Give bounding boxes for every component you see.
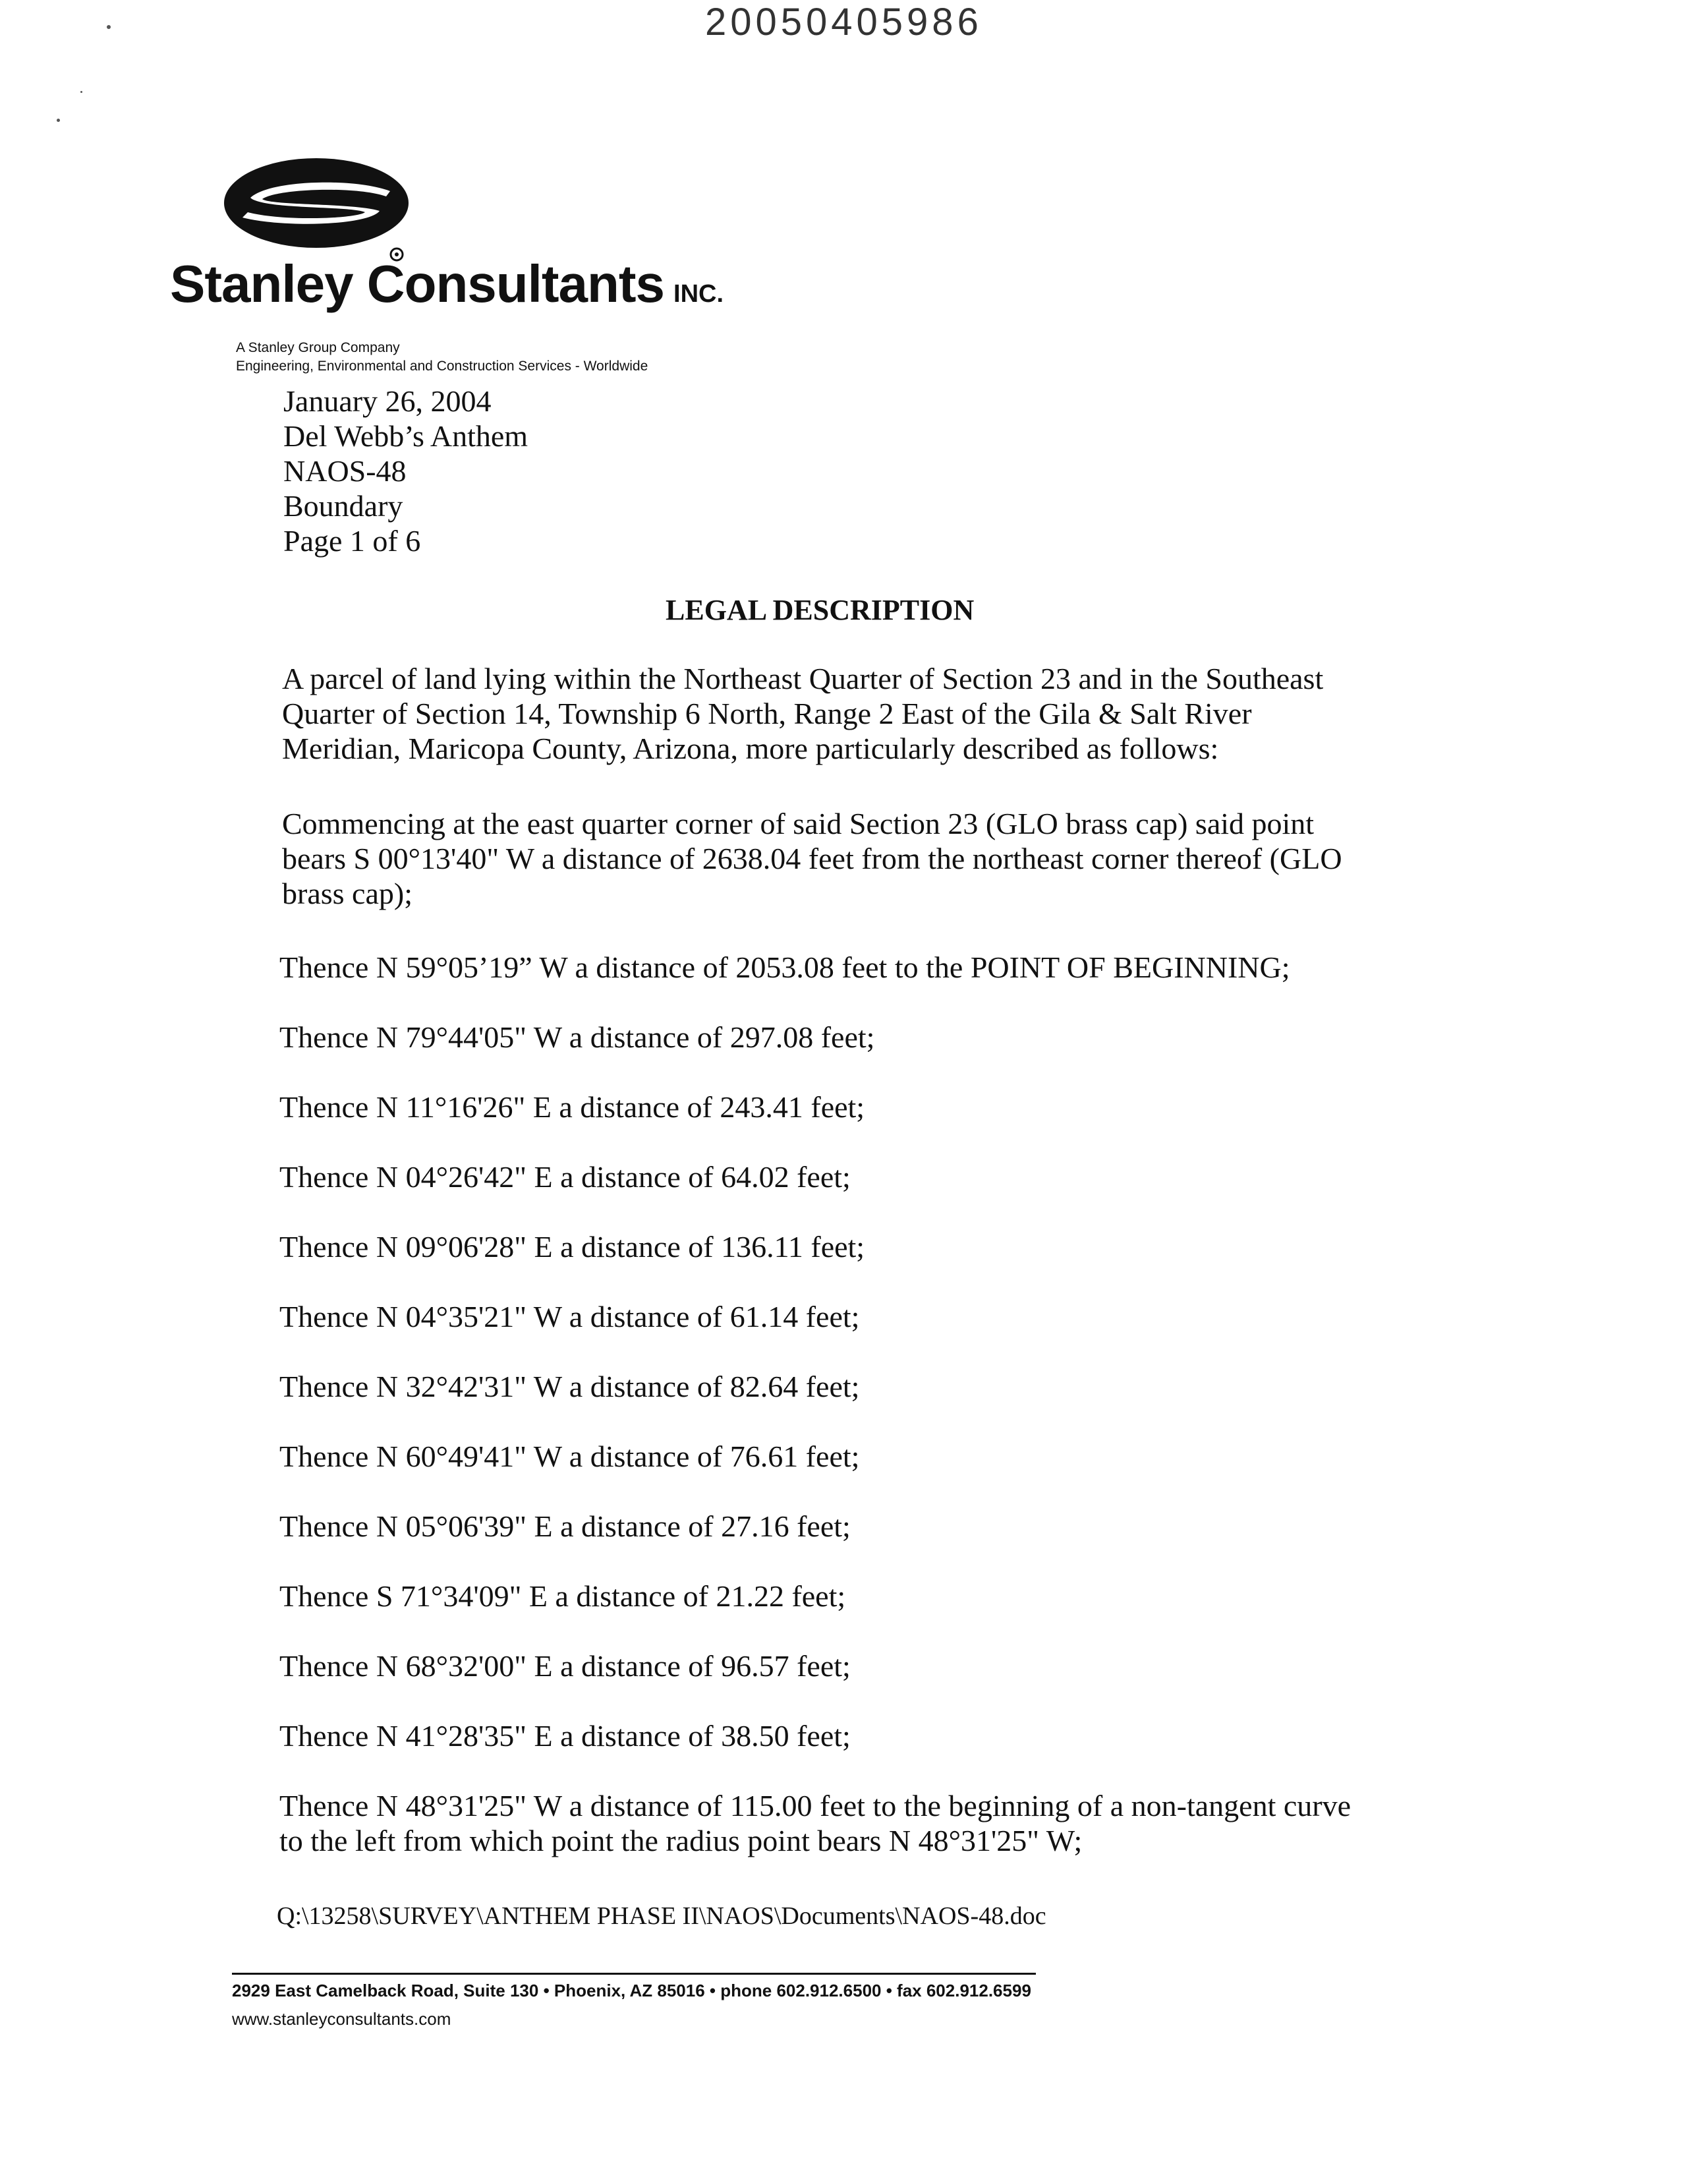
- footer-address: 2929 East Camelback Road, Suite 130 • Phoenix, AZ 85016 • phone 602.912.6500 • fax 602.912.6599: [232, 1981, 1031, 2000]
- course-line: Thence N 59°05’19” W a distance of 2053.08 feet to the POINT OF BEGINNING;: [279, 950, 1290, 984]
- company-suffix: INC.: [673, 280, 724, 308]
- commencement-line: brass cap);: [282, 877, 413, 910]
- tagline-line: Engineering, Environmental and Construction Services - Worldwide: [236, 359, 648, 374]
- project-name: Del Webb’s Anthem: [283, 419, 528, 453]
- document-date: January 26, 2004: [283, 384, 492, 418]
- tagline-line: A Stanley Group Company: [236, 340, 400, 355]
- intro-line: Quarter of Section 14, Township 6 North, Range 2 East of the Gila & Salt River: [282, 697, 1252, 730]
- final-course-line: to the left from which point the radius point bears N 48°31'25" W;: [279, 1824, 1083, 1857]
- footer-divider: [232, 1973, 1036, 1975]
- company-tagline: [236, 339, 648, 376]
- course-line: Thence N 68°32'00" E a distance of 96.57 feet;: [279, 1649, 851, 1683]
- course-list: [279, 950, 1351, 1858]
- company-name: [170, 254, 724, 314]
- scan-speck: [107, 25, 111, 29]
- course-line: Thence N 04°35'21" W a distance of 61.14 feet;: [279, 1300, 860, 1333]
- stanley-logo-icon: [224, 157, 415, 269]
- file-path: Q:\13258\SURVEY\ANTHEM PHASE II\NAOS\Documents\NAOS-48.doc: [277, 1902, 1046, 1930]
- commencement-line: bears S 00°13'40" W a distance of 2638.04 feet from the northeast corner thereof (GLO: [282, 842, 1342, 875]
- intro-line: A parcel of land lying within the Northeast Quarter of Section 23 and in the Southeast: [282, 662, 1324, 695]
- course-line: Thence N 05°06'39" E a distance of 27.16 feet;: [279, 1509, 851, 1543]
- intro-paragraph: [282, 661, 1402, 766]
- document-header: [283, 384, 528, 558]
- course-line: Thence S 71°34'09" E a distance of 21.22 feet;: [279, 1579, 846, 1613]
- course-line: Thence N 79°44'05" W a distance of 297.08 feet;: [279, 1020, 875, 1054]
- course-line: Thence N 60°49'41" W a distance of 76.61 feet;: [279, 1440, 860, 1473]
- company-name-text: Stanley Consultants: [170, 254, 665, 313]
- commencement-paragraph: [282, 806, 1402, 911]
- document-title: LEGAL DESCRIPTION: [666, 594, 975, 626]
- document-subject: Boundary: [283, 489, 403, 523]
- final-course-line: Thence N 48°31'25" W a distance of 115.00 feet to the beginning of a non-tangent curve: [279, 1789, 1352, 1822]
- scan-speck: [57, 119, 60, 122]
- document-number: 20050405986: [705, 1, 982, 44]
- course-line: Thence N 11°16'26" E a distance of 243.41 feet;: [279, 1090, 865, 1124]
- course-line: Thence N 04°26'42" E a distance of 64.02 feet;: [279, 1160, 851, 1194]
- footer-website: www.stanleyconsultants.com: [232, 2009, 451, 2029]
- course-line: Thence N 41°28'35" E a distance of 38.50 feet;: [279, 1719, 851, 1753]
- commencement-line: Commencing at the east quarter corner of said Section 23 (GLO brass cap) said point: [282, 807, 1315, 840]
- course-line: Thence N 32°42'31" W a distance of 82.64 feet;: [279, 1370, 860, 1403]
- page-number: Page 1 of 6: [283, 524, 421, 558]
- intro-line: Meridian, Maricopa County, Arizona, more particularly described as follows:: [282, 732, 1219, 765]
- course-line: Thence N 09°06'28" E a distance of 136.11 feet;: [279, 1230, 865, 1264]
- scan-speck: [80, 91, 82, 93]
- parcel-id: NAOS-48: [283, 454, 407, 488]
